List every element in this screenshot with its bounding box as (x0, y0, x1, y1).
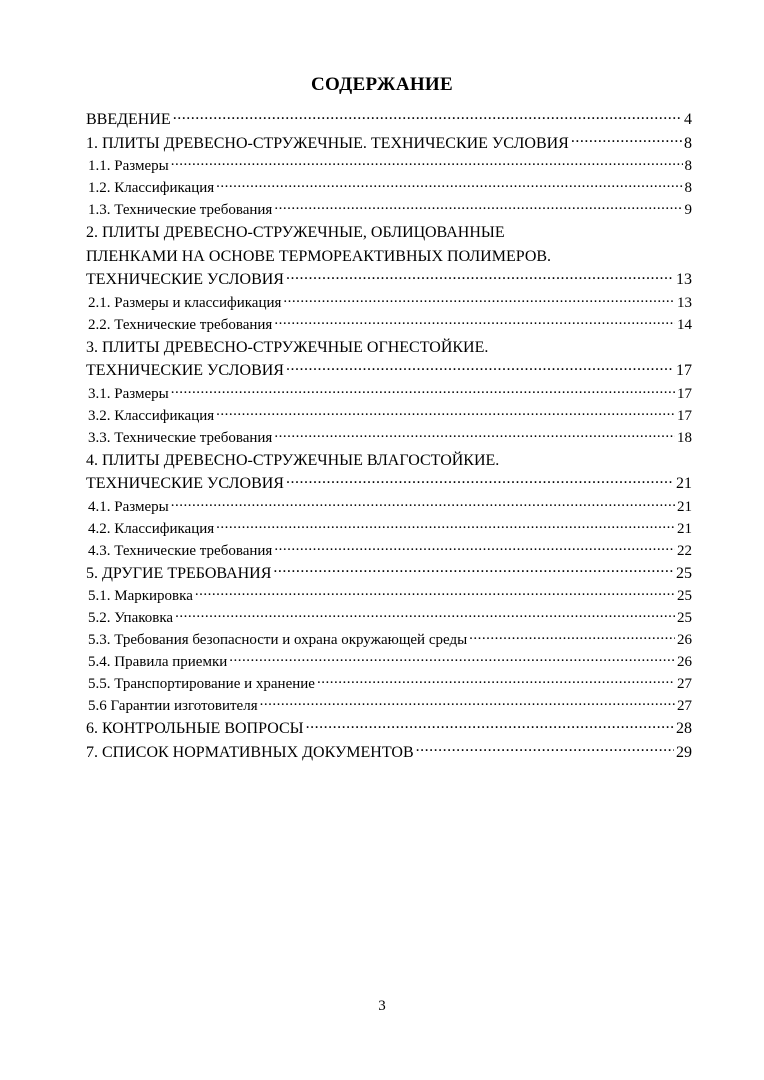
toc-entry-title: 1.2. Классификация (88, 180, 215, 196)
toc-entry-title: ТЕХНИЧЕСКИЕ УСЛОВИЯ (86, 362, 284, 379)
toc-entry-page: 26 (677, 654, 692, 670)
toc-entry-page: 27 (677, 698, 692, 714)
toc-entry-page: 17 (677, 407, 692, 424)
toc-entry-page: 8 (684, 134, 692, 152)
toc-entry[interactable] (86, 629, 692, 651)
toc-entry-title: 3.3. Технические требования (88, 429, 273, 446)
toc-entry-page: 9 (684, 202, 692, 218)
toc-entry[interactable] (86, 695, 692, 717)
toc-entry[interactable] (86, 427, 692, 449)
toc-entry-page: 13 (676, 271, 692, 288)
toc-entry-page: 28 (676, 720, 692, 737)
toc-entry-title: 4.2. Классификация (88, 520, 215, 537)
toc-entry[interactable] (86, 405, 692, 427)
toc-entry-title: 5.3. Требования безопасности и охрана окружающей среды (88, 632, 468, 648)
toc-entry-title-line: 4. ПЛИТЫ ДРЕВЕСНО-СТРУЖЕЧНЫЕ ВЛАГОСТОЙКИЕ. (86, 451, 500, 469)
dot-leader (274, 314, 675, 329)
toc-entry[interactable] (86, 518, 692, 540)
toc-entry-title: 5.2. Упаковка (88, 610, 174, 626)
toc-entry-title-line: 2. ПЛИТЫ ДРЕВЕСНО-СТРУЖЕЧНЫЕ, ОБЛИЦОВАННЫЕ (86, 224, 505, 241)
toc-entry-title: ТЕХНИЧЕСКИЕ УСЛОВИЯ (86, 271, 284, 288)
toc-entry-page: 17 (677, 385, 692, 402)
toc-entry-page: 13 (677, 294, 692, 311)
dot-leader (283, 292, 675, 307)
dot-leader (216, 177, 682, 192)
toc-entry-page: 22 (677, 542, 692, 559)
dot-leader (416, 741, 674, 757)
toc-entry-title: ВВЕДЕНИЕ (86, 111, 171, 128)
toc-entry-page: 25 (677, 588, 692, 604)
toc-entry-page: 27 (677, 676, 692, 692)
dot-leader (286, 472, 674, 488)
toc-entry-page: 25 (677, 610, 692, 626)
table-of-contents (86, 108, 692, 764)
toc-entry-title: 5.4. Правила приемки (88, 654, 228, 670)
toc-entry-title: 3.2. Классификация (88, 407, 215, 424)
toc-entry[interactable] (86, 717, 692, 741)
toc-entry[interactable] (86, 221, 692, 292)
dot-leader (171, 383, 675, 398)
toc-entry-title: 2.1. Размеры и классификация (88, 294, 282, 311)
toc-entry[interactable] (86, 540, 692, 562)
toc-entry-page: 29 (676, 743, 692, 761)
toc-entry-title: 2.2. Технические требования (88, 316, 273, 333)
toc-entry-title: 5.6 Гарантии изготовителя (88, 698, 258, 714)
toc-entry-page: 25 (676, 564, 692, 582)
toc-entry-page: 21 (677, 520, 692, 537)
page-title: СОДЕРЖАНИЕ (311, 74, 453, 95)
dot-leader (286, 268, 674, 284)
dot-leader (216, 518, 675, 533)
toc-entry[interactable] (86, 585, 692, 607)
dot-leader (274, 427, 675, 442)
dot-leader (173, 108, 682, 124)
dot-leader (175, 607, 675, 622)
toc-entry-title: 1.3. Технические требования (88, 202, 273, 218)
toc-entry[interactable] (86, 496, 692, 518)
toc-entry-title-line: ПЛЕНКАМИ НА ОСНОВЕ ТЕРМОРЕАКТИВНЫХ ПОЛИМЕРОВ. (86, 247, 552, 265)
dot-leader (171, 155, 683, 170)
dot-leader (286, 359, 674, 375)
toc-entry-title: 3.1. Размеры (88, 385, 169, 402)
toc-entry[interactable] (86, 383, 692, 405)
toc-entry[interactable] (86, 336, 692, 383)
toc-entry[interactable] (86, 199, 692, 221)
toc-entry[interactable] (86, 562, 692, 586)
toc-entry-page: 21 (677, 498, 692, 515)
dot-leader (260, 695, 675, 710)
dot-leader (571, 132, 682, 148)
toc-entry-title: 1.1. Размеры (88, 158, 169, 174)
toc-entry-title: 5.1. Маркировка (88, 588, 193, 604)
toc-entry-page: 21 (676, 475, 692, 492)
toc-entry-title: ТЕХНИЧЕСКИЕ УСЛОВИЯ (86, 475, 284, 492)
toc-entry[interactable] (86, 314, 692, 336)
toc-entry-page: 17 (676, 362, 692, 379)
toc-entry[interactable] (86, 292, 692, 314)
toc-entry[interactable] (86, 177, 692, 199)
toc-entry-page: 26 (677, 632, 692, 648)
toc-entry-title: 6. КОНТРОЛЬНЫЕ ВОПРОСЫ (86, 720, 304, 737)
dot-leader (216, 405, 675, 420)
toc-entry[interactable] (86, 673, 692, 695)
dot-leader (317, 673, 675, 688)
toc-entry-title: 1. ПЛИТЫ ДРЕВЕСНО-СТРУЖЕЧНЫЕ. ТЕХНИЧЕСКИЕ УСЛОВИЯ (86, 134, 569, 152)
dot-leader (195, 585, 675, 600)
toc-entry-page: 14 (677, 316, 692, 333)
toc-entry-page: 4 (684, 111, 692, 128)
page-number: 3 (378, 998, 386, 1014)
dot-leader (229, 651, 675, 666)
toc-entry[interactable] (86, 155, 692, 177)
toc-entry[interactable] (86, 607, 692, 629)
dot-leader (274, 199, 682, 214)
toc-entry-title: 5.5. Транспортирование и хранение (88, 676, 315, 692)
dot-leader (274, 540, 675, 555)
toc-entry[interactable] (86, 108, 692, 132)
toc-entry[interactable] (86, 741, 692, 765)
toc-entry-title: 4.1. Размеры (88, 498, 169, 515)
dot-leader (171, 496, 675, 511)
toc-entry-page: 18 (677, 429, 692, 446)
toc-entry[interactable] (86, 132, 692, 156)
toc-entry[interactable] (86, 449, 692, 496)
dot-leader (306, 717, 674, 733)
toc-entry-title: 4.3. Технические требования (88, 542, 273, 559)
toc-entry[interactable] (86, 651, 692, 673)
toc-entry-page: 8 (684, 180, 692, 196)
dot-leader (273, 562, 674, 578)
toc-entry-page: 8 (684, 158, 692, 174)
toc-entry-title: 5. ДРУГИЕ ТРЕБОВАНИЯ (86, 564, 272, 582)
toc-entry-title-line: 3. ПЛИТЫ ДРЕВЕСНО-СТРУЖЕЧНЫЕ ОГНЕСТОЙКИЕ. (86, 338, 489, 356)
toc-entry-title: 7. СПИСОК НОРМАТИВНЫХ ДОКУМЕНТОВ (86, 743, 414, 761)
dot-leader (469, 629, 675, 644)
